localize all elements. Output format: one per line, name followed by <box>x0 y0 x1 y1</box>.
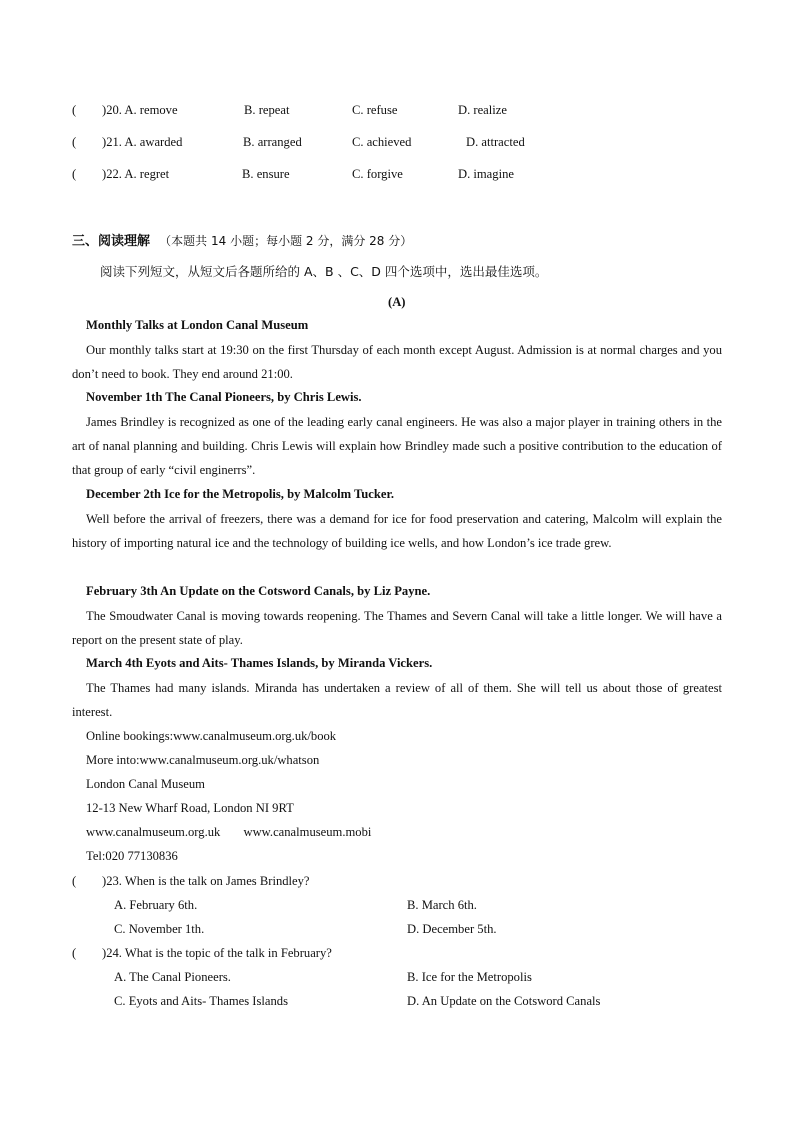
q24-option-b: B. Ice for the Metropolis <box>407 970 532 984</box>
answer-paren: ( <box>72 946 77 960</box>
museum-websites <box>86 825 371 840</box>
option-d: D. realize <box>458 103 507 117</box>
option-c: C. forgive <box>352 167 403 181</box>
option-c: C. achieved <box>352 135 412 149</box>
question-stem: )23. When is the talk on James Brindley? <box>102 874 310 888</box>
section-heading <box>72 230 412 249</box>
option-a: )21. A. awarded <box>102 135 183 149</box>
option-a: )22. A. regret <box>102 167 170 181</box>
q23-option-c: C. November 1th. <box>114 922 205 936</box>
talk-text-december: Well before the arrival of freezers, there was a demand for ice for food preservation and catering, Malcolm will explain the history of importing natural ice and the technology of building ice wells, and how London’s ice trade grew. <box>72 512 722 550</box>
option-d: D. imagine <box>458 167 514 181</box>
section-title: 三、阅读理解 <box>72 234 151 249</box>
website-org: www.canalmuseum.org.uk <box>86 825 221 839</box>
website-mobi: www.canalmuseum.mobi <box>243 825 372 839</box>
talk-text-march: The Thames had many islands. Miranda has undertaken a review of all of them. She will tell us about those of greatest interest. <box>72 681 722 719</box>
answer-paren: ( <box>72 103 77 117</box>
q23-option-b: B. March 6th. <box>407 898 477 912</box>
talk-title-november: November 1th The Canal Pioneers, by Chris Lewis. <box>86 390 362 404</box>
option-d: D. attracted <box>466 135 525 149</box>
talk-title-march: March 4th Eyots and Aits- Thames Islands, by Miranda Vickers. <box>86 656 433 670</box>
option-b: B. repeat <box>244 103 290 117</box>
question-stem: )24. What is the topic of the talk in February? <box>102 946 332 960</box>
more-info: More into:www.canalmuseum.org.uk/whatson <box>86 753 320 767</box>
talk-title-february: February 3th An Update on the Cotsword Canals, by Liz Payne. <box>86 584 431 598</box>
museum-tel: Tel:020 77130836 <box>86 849 178 863</box>
passage-intro: Our monthly talks start at 19:30 on the first Thursday of each month except August. Admission is at normal charges and you don’t need to book. They end around 21:00. <box>72 343 722 381</box>
passage-heading: Monthly Talks at London Canal Museum <box>86 318 309 332</box>
museum-name: London Canal Museum <box>86 777 205 791</box>
passage-label: (A) <box>388 295 406 309</box>
option-b: B. arranged <box>243 135 302 149</box>
option-b: B. ensure <box>242 167 290 181</box>
talk-title-december: December 2th Ice for the Metropolis, by Malcolm Tucker. <box>86 487 395 501</box>
answer-paren: ( <box>72 135 77 149</box>
online-bookings: Online bookings:www.canalmuseum.org.uk/book <box>86 729 337 743</box>
section-note: （本题共 14 小题；每小题 2 分，满分 28 分） <box>159 234 413 248</box>
answer-paren: ( <box>72 167 77 181</box>
q24-option-a: A. The Canal Pioneers. <box>114 970 231 984</box>
answer-paren: ( <box>72 874 77 888</box>
section-instruction: 阅读下列短文，从短文后各题所给的 A、B 、C、D 四个选项中，选出最佳选项。 <box>100 264 548 279</box>
q23-option-a: A. February 6th. <box>114 898 198 912</box>
q23-option-d: D. December 5th. <box>407 922 497 936</box>
museum-address: 12-13 New Wharf Road, London NI 9RT <box>86 801 294 815</box>
q24-option-c: C. Eyots and Aits- Thames Islands <box>114 994 288 1008</box>
talk-text-november: James Brindley is recognized as one of the leading early canal engineers. He was also a major player in training others in the art of nanal planning and building. Chris Lewis will explain how Brindley made such a positive contribution to the education of that group of early “civil enginerrs”. <box>72 415 722 477</box>
q24-option-d: D. An Update on the Cotsword Canals <box>407 994 601 1008</box>
option-a: )20. A. remove <box>102 103 178 117</box>
talk-text-february: The Smoudwater Canal is moving towards reopening. The Thames and Severn Canal will take a little longer. We will have a report on the present state of play. <box>72 609 722 647</box>
option-c: C. refuse <box>352 103 398 117</box>
